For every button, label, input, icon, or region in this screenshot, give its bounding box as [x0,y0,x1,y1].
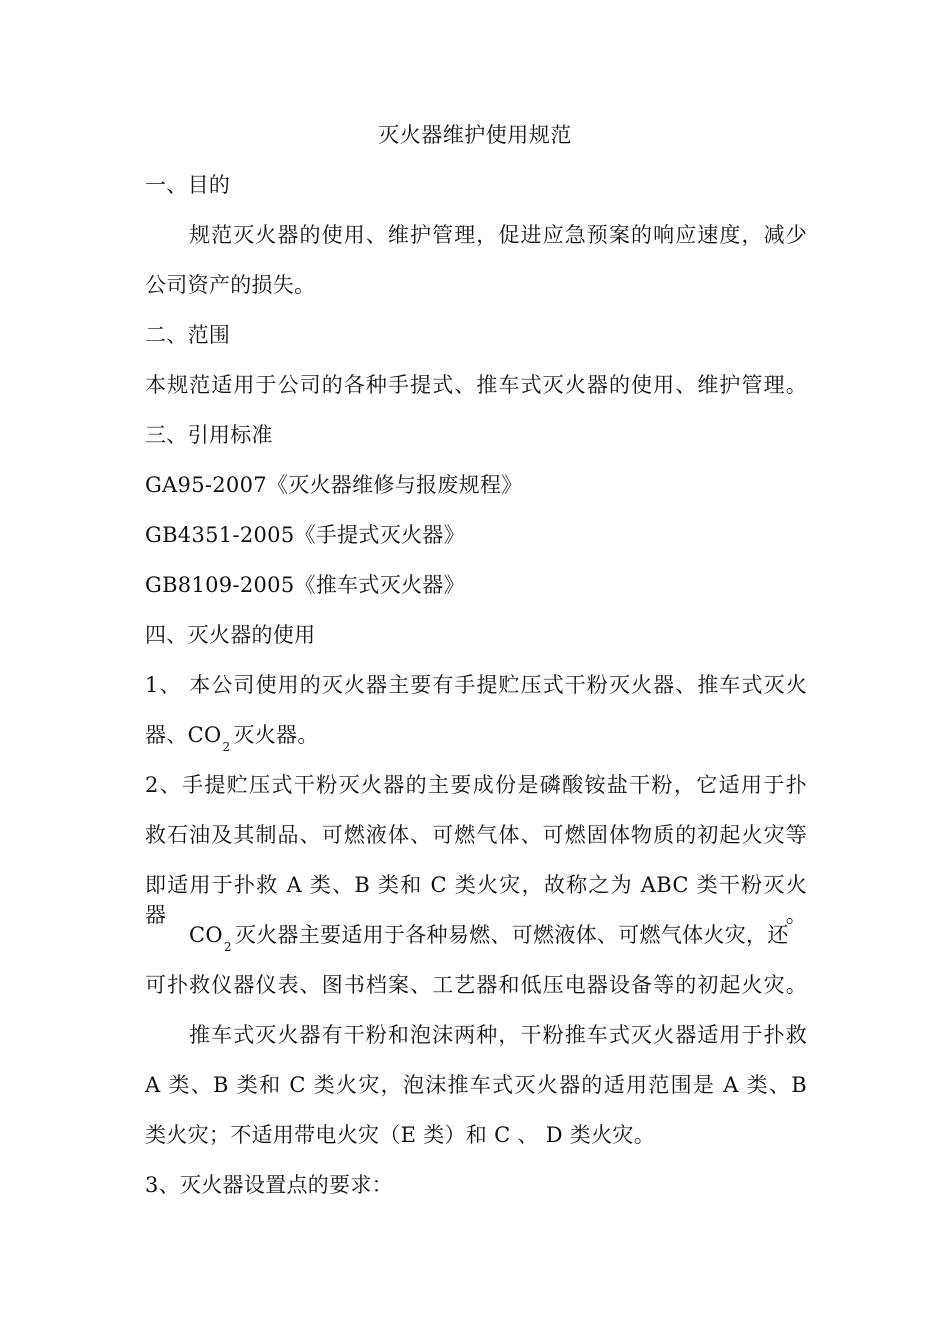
usage-item-1-line-2 [145,720,319,753]
section-heading-scope: 二、范围 [145,323,231,347]
co2-subscript: 2 [223,940,232,954]
reference-item-1: GA95-2007《灭火器维修与报废规程》 [145,473,523,497]
usage-item-2-line-2: 救石油及其制品、可燃液体、可燃气体、可燃固体物质的初起火灾等 [145,823,807,847]
paragraph-scope: 本规范适用于公司的各种手提式、推车式灭火器的使用、维护管理。 [145,373,807,397]
co2-paragraph-line-2: 可扑救仪器仪表、图书档案、工艺器和低压电器设备等的初起火灾。 [145,973,807,997]
paragraph-purpose-line-1: 规范灭火器的使用、维护管理，促进应急预案的响应速度，减少 [189,223,807,247]
reference-item-2: GB4351-2005《手提式灭火器》 [145,523,465,547]
section-heading-purpose: 一、目的 [145,173,231,197]
document-title: 灭火器维护使用规范 [378,123,572,147]
co2-paragraph-line-1-post: 灭火器主要适用于各种易燃、可燃液体、可燃气体火灾，还 [234,923,789,947]
usage-item-2-line-1: 2、手提贮压式干粉灭火器的主要成份是磷酸铵盐干粉，它适用于扑 [145,773,807,797]
co2-paragraph-line-1-pre: CO [189,923,223,947]
co2-paragraph-line-1 [189,920,807,953]
cart-paragraph-line-3: 类火灾；不适用带电火灾（E 类）和 C 、 D 类火灾。 [145,1123,656,1147]
paragraph-purpose-line-2: 公司资产的损失。 [145,273,316,297]
usage-item-1-line-2-post: 灭火器。 [233,723,319,747]
usage-item-1-line-2-pre: 器、CO [145,723,222,747]
co2-subscript: 2 [222,740,231,754]
usage-item-2-line-3: 即适用于扑救 A 类、B 类和 C 类火灾，故称之为 ABC 类干粉灭火器。 [145,873,807,927]
cart-paragraph-line-1: 推车式灭火器有干粉和泡沫两种，干粉推车式灭火器适用于扑救 [189,1023,807,1047]
section-heading-references: 三、引用标准 [145,423,273,447]
cart-paragraph-line-2: A 类、B 类和 C 类火灾，泡沫推车式灭火器的适用范围是 A 类、B [145,1073,807,1097]
section-heading-usage: 四、灭火器的使用 [145,623,316,647]
usage-item-1-line-1: 1、 本公司使用的灭火器主要有手提贮压式干粉灭火器、推车式灭火 [145,673,807,697]
reference-item-3: GB8109-2005《推车式灭火器》 [145,573,465,597]
usage-item-3: 3、灭火器设置点的要求： [145,1173,393,1197]
